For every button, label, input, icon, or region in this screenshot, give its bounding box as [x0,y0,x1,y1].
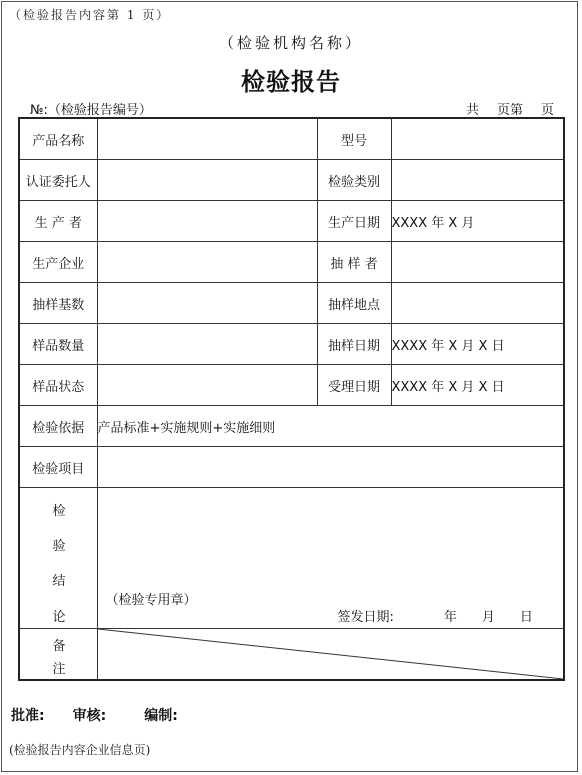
product-name-label: 产品名称 [19,118,97,160]
sample-status-label: 样品状态 [19,365,97,406]
inspection-type-value [391,160,564,201]
remarks-char: 注 [52,662,66,677]
issue-date [338,606,533,625]
report-number: №:（检验报告编号） [30,103,152,118]
producer-value [97,201,317,242]
approve-label: 批准: [11,708,45,724]
inspection-items-value [97,447,564,488]
sampling-base-label: 抽样基数 [19,283,97,324]
table-row [19,160,564,201]
conclusion-char: 结 [52,574,66,589]
sampling-location-value [391,283,564,324]
conclusion-label [19,488,97,629]
model-label: 型号 [317,118,391,160]
sample-quantity-value [97,324,317,365]
review-label: 审核: [72,708,107,724]
sampling-date-label: 抽样日期 [317,324,391,365]
acceptance-date-label: 受理日期 [317,365,391,406]
sampling-location-label: 抽样地点 [317,283,391,324]
signature-line [11,705,178,725]
inspection-basis-label: 检验依据 [19,406,97,447]
compile-label: 编制: [144,708,178,724]
header-page-note: （检验报告内容第 1 页） [9,8,171,22]
conclusion-row [19,488,564,629]
certification-client-label: 认证委托人 [19,160,97,201]
report-title: 检验报告 [241,68,341,96]
model-value [391,118,564,160]
conclusion-char: 检 [52,504,66,519]
remarks-row [19,629,564,681]
page-count-end-label: 页 [541,103,555,118]
sampler-value [391,242,564,283]
sample-quantity-label: 样品数量 [19,324,97,365]
table-row [19,365,564,406]
conclusion-char: 论 [52,610,66,625]
table-row [19,447,564,488]
conclusion-value [97,488,564,629]
inspection-items-label: 检验项目 [19,447,97,488]
footer-page-note: (检验报告内容企业信息页) [9,743,151,757]
report-table [18,117,565,681]
sampling-date-value: XXXX 年 X 月 X 日 [391,324,564,365]
inspection-basis-value: 产品标准+实施规则+实施细则 [97,406,564,447]
production-date-label: 生产日期 [317,201,391,242]
remarks-label [19,629,97,681]
inspection-stamp-placeholder: （检验专用章） [105,593,197,608]
table-row [19,406,564,447]
issue-date-day: 日 [519,610,533,625]
table-row [19,283,564,324]
page-count-total-label: 共 [466,103,480,118]
table-row [19,324,564,365]
manufacturer-value [97,242,317,283]
issue-date-label: 签发日期: [337,610,394,625]
product-name-value [97,118,317,160]
sampling-base-value [97,283,317,324]
acceptance-date-value: XXXX 年 X 月 X 日 [391,365,564,406]
conclusion-char: 验 [52,539,66,554]
manufacturer-label: 生产企业 [19,242,97,283]
sampler-label: 抽 样 者 [317,242,391,283]
issue-date-month: 月 [481,610,495,625]
table-row [19,201,564,242]
institution-name: （检验机构名称） [218,34,363,52]
page-count-page-label: 页第 [497,103,524,118]
page-count [466,99,554,118]
sample-status-value [97,365,317,406]
table-row [19,118,564,160]
inspection-type-label: 检验类别 [317,160,391,201]
issue-date-year: 年 [443,610,457,625]
table-row [19,242,564,283]
remarks-strike-line [98,629,564,679]
production-date-value: XXXX 年 X 月 [391,201,564,242]
remarks-char: 备 [52,639,66,654]
certification-client-value [97,160,317,201]
remarks-value [97,629,564,681]
producer-label: 生 产 者 [19,201,97,242]
